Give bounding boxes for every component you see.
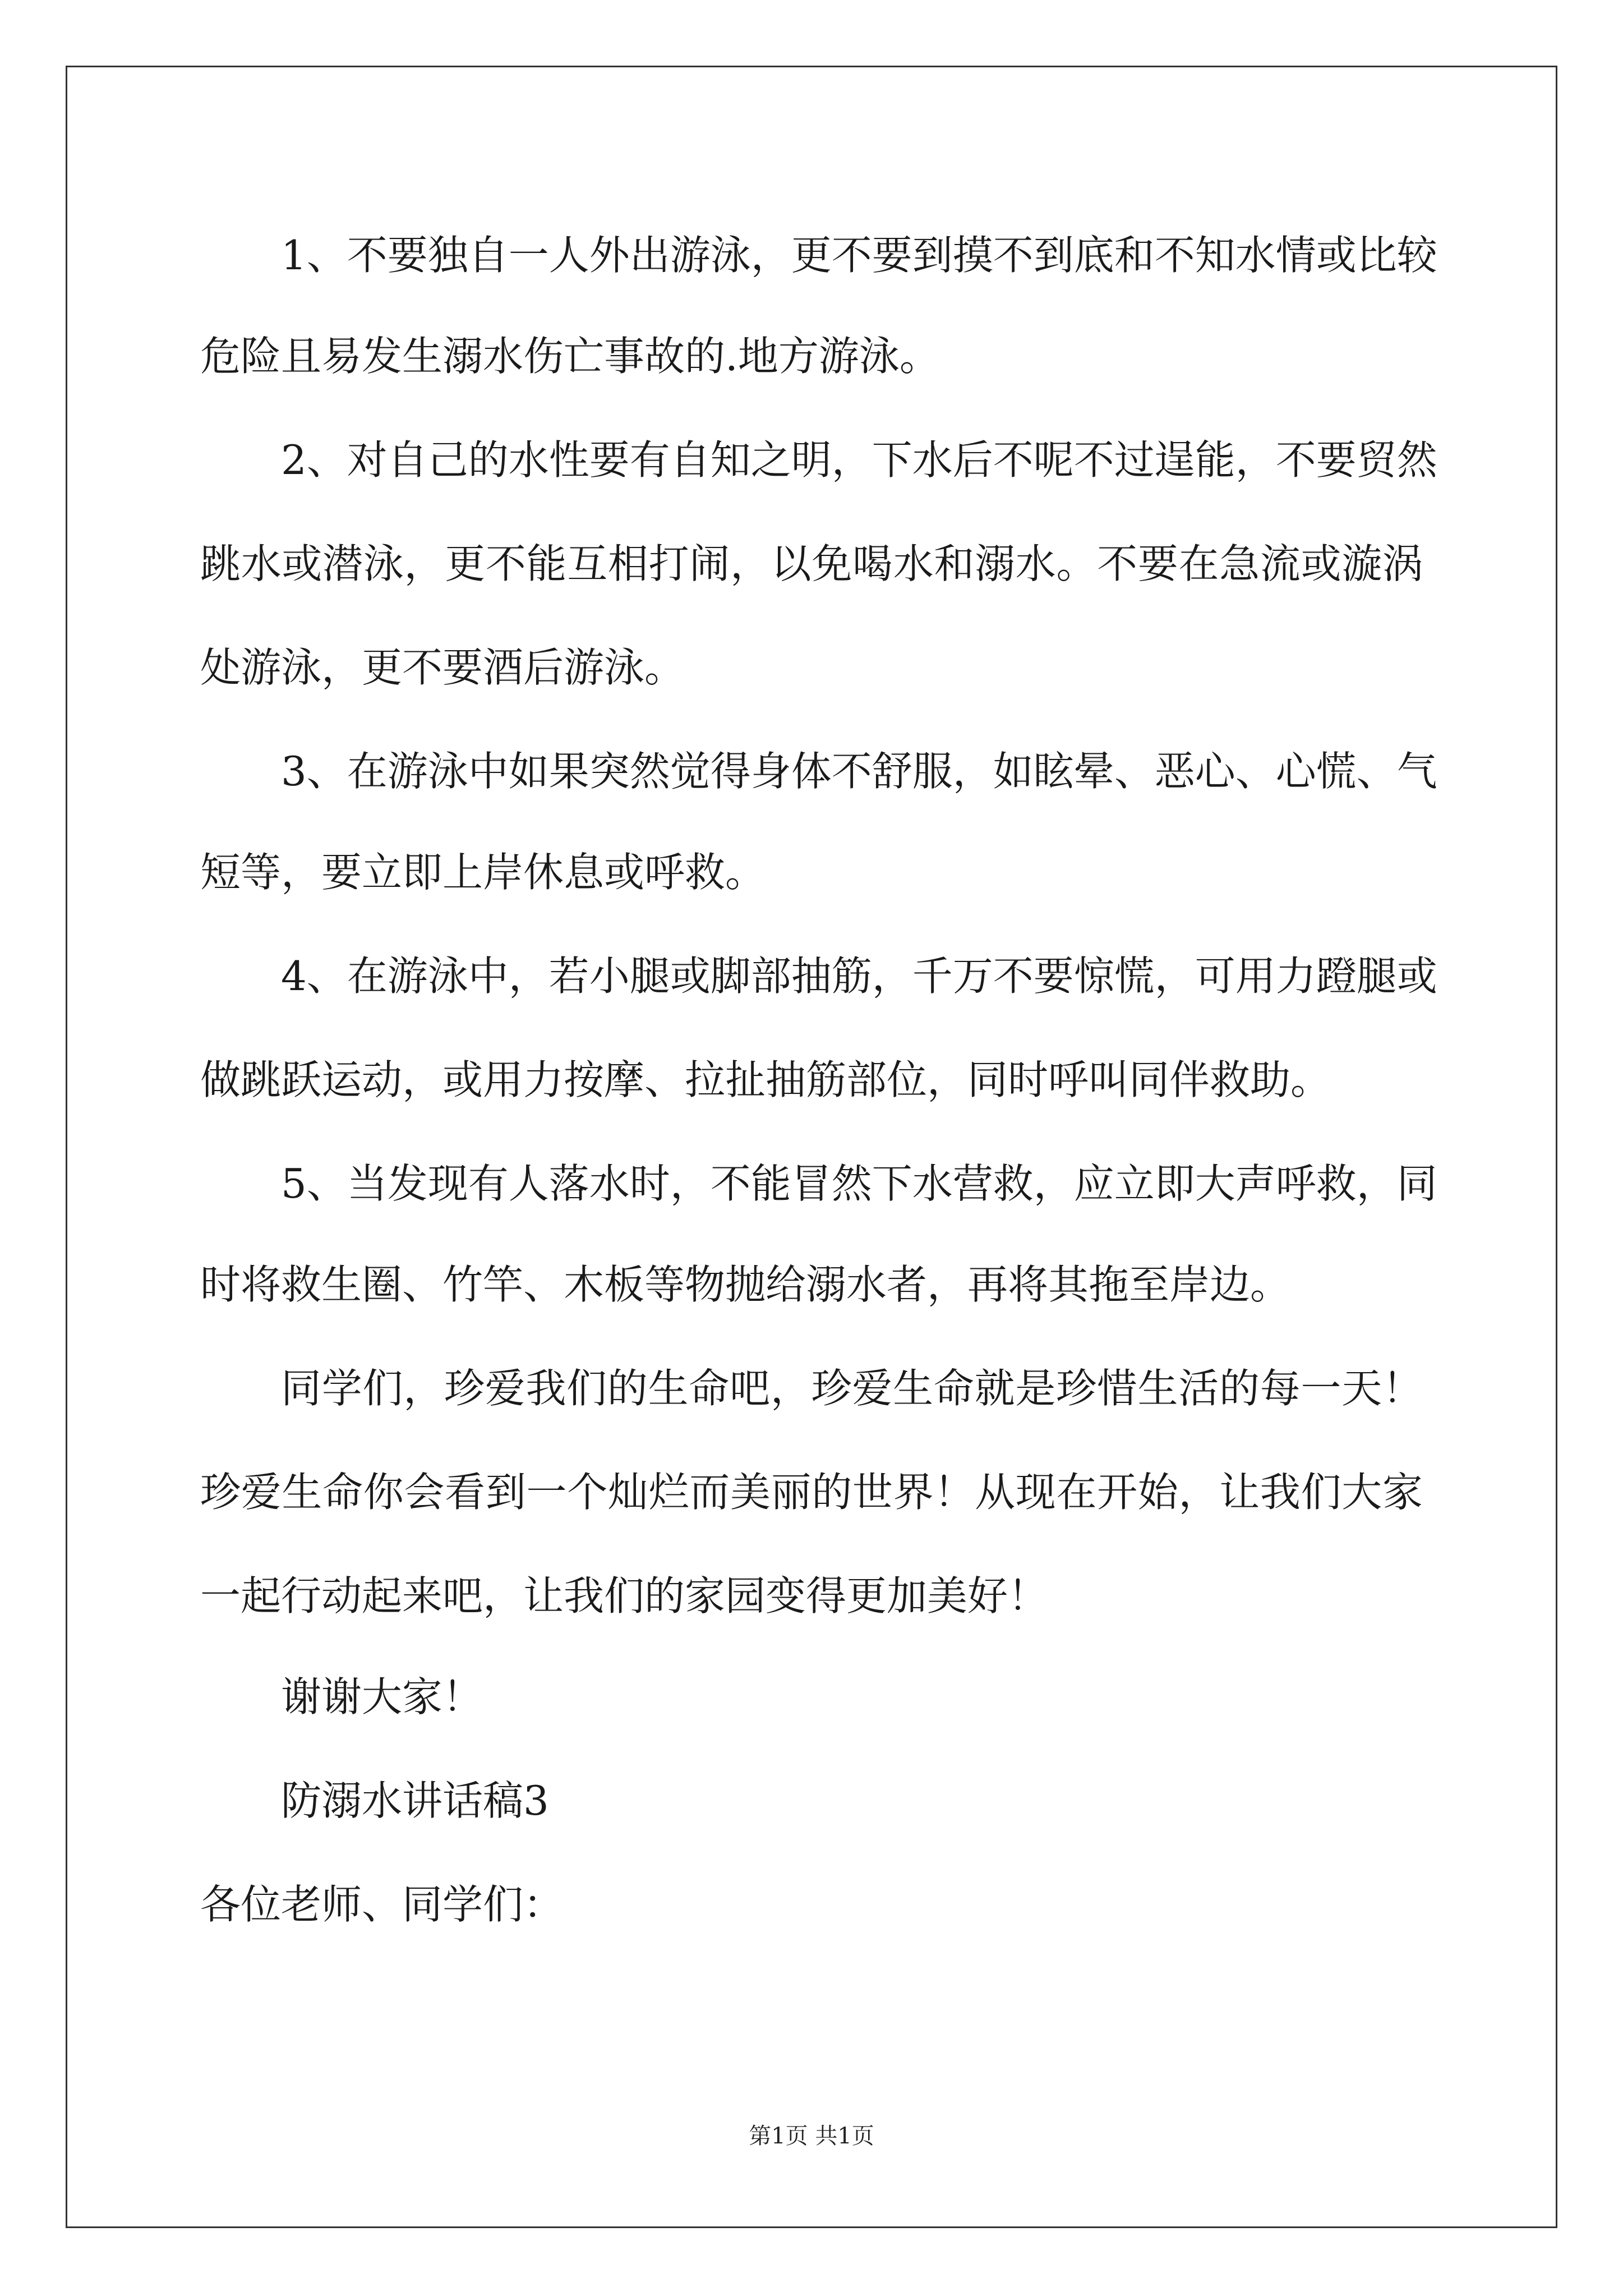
section-title: 防溺水讲话稿3 — [281, 1777, 549, 1824]
page-footer: 第1页 共1页 — [749, 2123, 874, 2149]
paragraph-5-line-1: 5、当发现有人落水时，不能冒然下水营救，应立即大声呼救，同 — [281, 1160, 1437, 1207]
paragraph-1-line-1: 1、不要独自一人外出游泳，更不要到摸不到底和不知水情或比较 — [281, 232, 1437, 279]
paragraph-5-line-2: 时将救生圈、竹竿、木板等物抛给溺水者，再将其拖至岸边。 — [200, 1261, 1291, 1308]
paragraph-2-line-1: 2、对自己的水性要有自知之明，下水后不呢不过逞能，不要贸然 — [281, 436, 1437, 484]
paragraph-6-line-1: 同学们，珍爱我们的生命吧，珍爱生命就是珍惜生活的每一天！ — [281, 1365, 1423, 1412]
paragraph-3-line-1: 3、在游泳中如果突然觉得身体不舒服，如眩晕、恶心、心慌、气 — [281, 748, 1437, 795]
paragraph-2-line-3: 处游泳，更不要酒后游泳。 — [200, 644, 685, 691]
paragraph-1-line-2: 危险且易发生溺水伤亡事故的.地方游泳。 — [200, 333, 940, 380]
salutation: 各位老师、同学们： — [200, 1881, 564, 1928]
paragraph-4-line-2: 做跳跃运动，或用力按摩、拉扯抽筋部位，同时呼叫同伴救助。 — [200, 1056, 1331, 1103]
paragraph-3-line-2: 短等，要立即上岸休息或呼救。 — [200, 849, 766, 896]
paragraph-6-line-2: 珍爱生命你会看到一个灿烂而美丽的世界！从现在开始，让我们大家 — [200, 1469, 1423, 1516]
paragraph-6-line-3: 一起行动起来吧，让我们的家园变得更加美好！ — [200, 1572, 1049, 1619]
paragraph-4-line-1: 4、在游泳中，若小腿或脚部抽筋，千万不要惊慌，可用力蹬腿或 — [281, 953, 1437, 1000]
paragraph-2-line-2: 跳水或潜泳，更不能互相打闹，以免喝水和溺水。不要在急流或漩涡 — [200, 540, 1423, 587]
thanks-line: 谢谢大家！ — [281, 1673, 483, 1720]
